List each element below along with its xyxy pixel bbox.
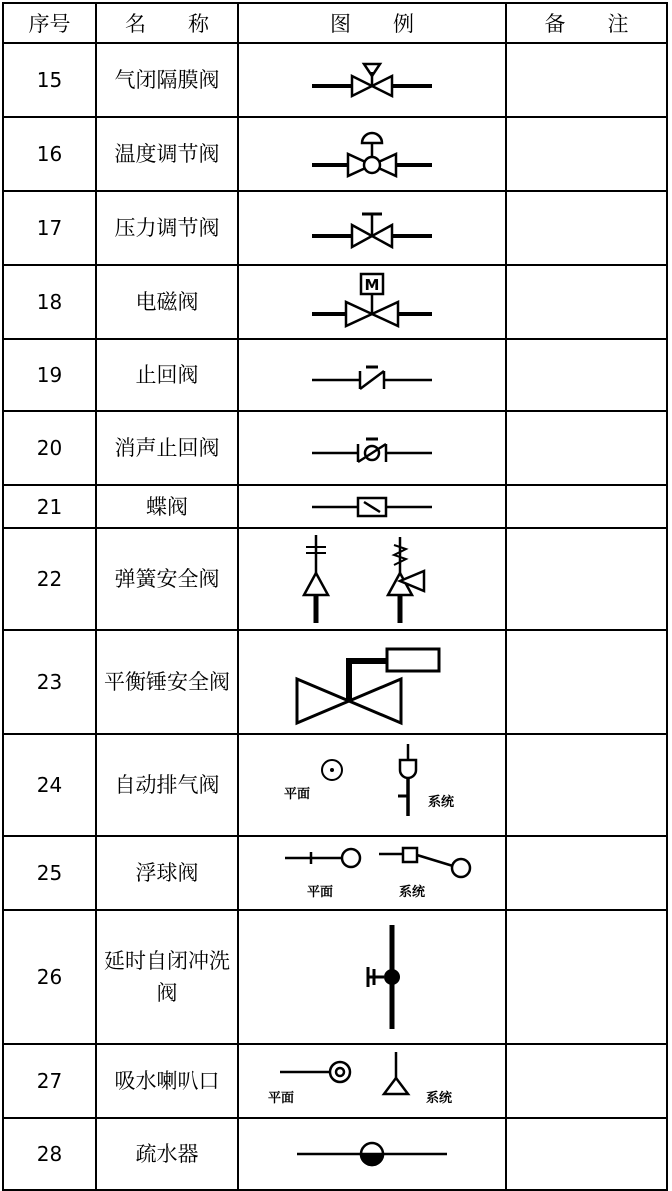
- table-row: [3, 630, 667, 734]
- table-row: [3, 910, 667, 1044]
- row-name: 气闭隔膜阀: [96, 43, 238, 117]
- table-row: [3, 1044, 667, 1118]
- row-name: 平衡锤安全阀: [96, 630, 238, 734]
- table-row: [3, 265, 667, 339]
- valve-legend-table: [2, 2, 668, 1191]
- row-number: 23: [3, 630, 96, 734]
- diaphragm-valve-icon: [292, 50, 452, 110]
- table-row: [3, 1118, 667, 1190]
- header-remark: 备 注: [506, 3, 667, 43]
- remark-cell: [506, 411, 667, 485]
- row-number: 22: [3, 528, 96, 630]
- row-number: 15: [3, 43, 96, 117]
- steam-trap-icon: [287, 1129, 457, 1179]
- row-name: 温度调节阀: [96, 117, 238, 191]
- table-row: [3, 734, 667, 836]
- row-name: 蝶阀: [96, 485, 238, 528]
- plan-label: 平面: [284, 787, 311, 802]
- row-name: 自动排气阀: [96, 734, 238, 836]
- temperature-control-valve-icon: [292, 121, 452, 187]
- system-label: 系统: [399, 885, 426, 900]
- plan-label: 平面: [268, 1091, 295, 1106]
- remark-cell: [506, 734, 667, 836]
- row-name: 压力调节阀: [96, 191, 238, 265]
- solenoid-label: M: [364, 276, 380, 294]
- float-valve-icon: [267, 840, 477, 906]
- row-number: 19: [3, 339, 96, 411]
- system-label: 系统: [426, 1091, 453, 1106]
- check-valve-icon: [292, 350, 452, 400]
- header-row: [3, 3, 667, 43]
- row-name: 电磁阀: [96, 265, 238, 339]
- row-number: 21: [3, 485, 96, 528]
- plan-label: 平面: [307, 885, 334, 900]
- row-name: 疏水器: [96, 1118, 238, 1190]
- remark-cell: [506, 910, 667, 1044]
- system-label: 系统: [428, 795, 455, 810]
- remark-cell: [506, 1118, 667, 1190]
- table-row: [3, 191, 667, 265]
- remark-cell: [506, 1044, 667, 1118]
- row-number: 26: [3, 910, 96, 1044]
- auto-air-vent-icon: [262, 740, 482, 830]
- row-number: 25: [3, 836, 96, 910]
- row-name: 浮球阀: [96, 836, 238, 910]
- row-name: 消声止回阀: [96, 411, 238, 485]
- table-row: [3, 411, 667, 485]
- remark-cell: [506, 265, 667, 339]
- row-number: 16: [3, 117, 96, 191]
- header-index: 序号: [3, 3, 96, 43]
- remark-cell: [506, 528, 667, 630]
- table-row: [3, 485, 667, 528]
- row-name: 弹簧安全阀: [96, 528, 238, 630]
- row-name: 吸水喇叭口: [96, 1044, 238, 1118]
- header-name: 名 称: [96, 3, 238, 43]
- remark-cell: [506, 117, 667, 191]
- table-row: [3, 339, 667, 411]
- remark-cell: [506, 339, 667, 411]
- silent-check-valve-icon: [292, 423, 452, 473]
- row-number: 17: [3, 191, 96, 265]
- remark-cell: [506, 485, 667, 528]
- table-row: [3, 836, 667, 910]
- table-row: [3, 117, 667, 191]
- remark-cell: [506, 43, 667, 117]
- pressure-control-valve-icon: [292, 198, 452, 258]
- weighted-safety-valve-icon: [287, 633, 457, 731]
- row-number: 24: [3, 734, 96, 836]
- row-name: 止回阀: [96, 339, 238, 411]
- solenoid-valve-icon: [292, 268, 452, 336]
- remark-cell: [506, 630, 667, 734]
- spring-safety-valve-icon: [272, 531, 472, 627]
- row-number: 27: [3, 1044, 96, 1118]
- delay-flush-valve-icon: [292, 917, 452, 1037]
- row-name: 延时自闭冲洗阀: [96, 910, 238, 1044]
- header-symbol: 图 例: [238, 3, 506, 43]
- butterfly-valve-icon: [292, 489, 452, 525]
- table-row: [3, 43, 667, 117]
- row-number: 20: [3, 411, 96, 485]
- remark-cell: [506, 191, 667, 265]
- row-number: 18: [3, 265, 96, 339]
- remark-cell: [506, 836, 667, 910]
- table-row: [3, 528, 667, 630]
- row-number: 28: [3, 1118, 96, 1190]
- suction-bellmouth-icon: [262, 1048, 482, 1114]
